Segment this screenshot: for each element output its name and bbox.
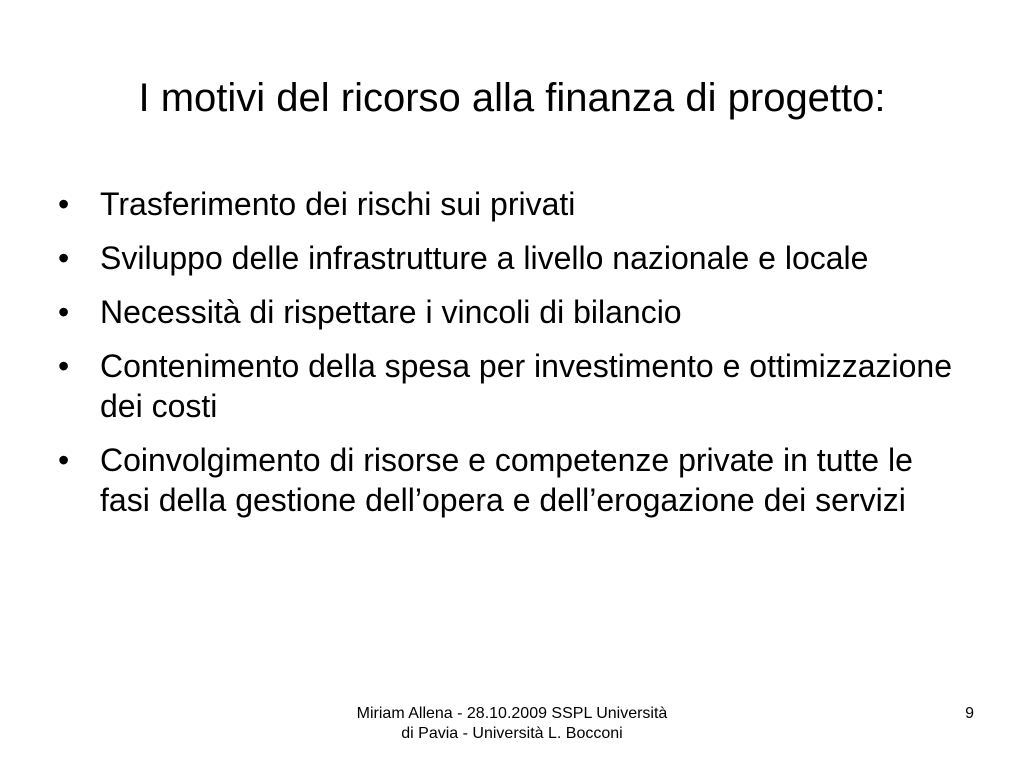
bullet-text: Trasferimento dei rischi sui privati: [100, 186, 576, 222]
list-item: [58, 184, 958, 224]
list-item: [58, 238, 958, 278]
bullet-icon: •: [58, 240, 70, 276]
bullet-text: Coinvolgimento di risorse e competenze private in tutte le fasi della gestione dell’opera e dell’erogazione dei servizi: [100, 442, 913, 518]
bullet-list: [58, 184, 958, 534]
list-item: [58, 346, 958, 426]
slide-title: I motivi del ricorso alla finanza di progetto:: [138, 76, 886, 120]
bullet-text: Contenimento della spesa per investimento e ottimizzazione dei costi: [100, 348, 953, 424]
bullet-icon: •: [58, 348, 70, 384]
bullet-icon: •: [58, 294, 70, 330]
bullet-icon: •: [58, 186, 70, 222]
footer-author: Miriam Allena - 28.10.2009 SSPL Università di Pavia - Università L. Bocconi: [356, 705, 668, 742]
page-number: 9: [965, 705, 974, 722]
bullet-icon: •: [58, 442, 70, 478]
list-item: [58, 292, 958, 332]
bullet-text: Sviluppo delle infrastrutture a livello nazionale e locale: [100, 240, 869, 276]
bullet-text: Necessità di rispettare i vincoli di bilancio: [100, 294, 682, 330]
list-item: [58, 440, 958, 520]
